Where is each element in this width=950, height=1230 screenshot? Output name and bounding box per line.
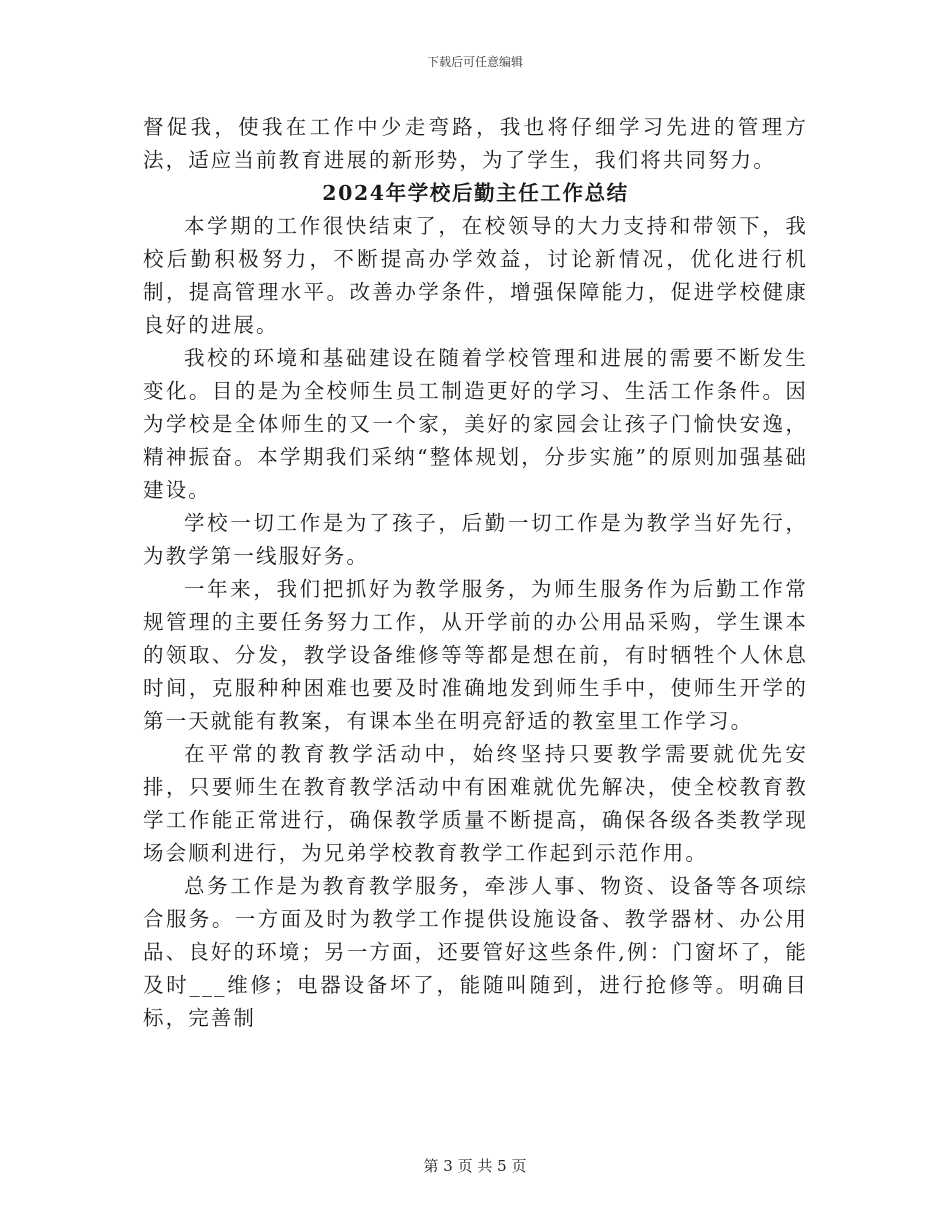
body-paragraph: 我校的环境和基础建设在随着学校管理和进展的需要不断发生变化。目的是为全校师生员工制造更好的学习、生活工作条件。因为学校是全体师生的又一个家，美好的家园会让孩子门愉快安逸，精神振奋。本学期我们采纳“整体规划，分步实施”的原则加强基础建设。	[143, 346, 808, 502]
body-paragraph: 学校一切工作是为了孩子，后勤一切工作是为教学当好先行，为教学第一线服好务。	[143, 511, 808, 568]
continuation-paragraph: 督促我，使我在工作中少走弯路，我也将仔细学习先进的管理方法，适应当前教育进展的新形势，为了学生，我们将共同努力。	[143, 115, 808, 172]
body-paragraph: 在平常的教育教学活动中，始终坚持只要教学需要就优先安排，只要师生在教育教学活动中有困难就优先解决，使全校教育教学工作能正常进行，确保教学质量不断提高，确保各级各类教学现场会顺利进行，为兄弟学校教育教学工作起到示范作用。	[143, 742, 808, 865]
page-header: 下载后可任意编辑	[426, 55, 523, 69]
page-number: 第 3 页 共 5 页	[423, 1157, 527, 1175]
document-body	[143, 111, 808, 1035]
body-paragraph: 本学期的工作很快结束了，在校领导的大力支持和带领下，我校后勤积极努力，不断提高办学效益，讨论新情况，优化进行机制，提高管理水平。改善办学条件，增强保障能力，促进学校健康良好的进展。	[143, 214, 808, 337]
document-title: 2024年学校后勤主任工作总结	[322, 181, 629, 205]
body-paragraph: 一年来，我们把抓好为教学服务，为师生服务作为后勤工作常规管理的主要任务努力工作，从开学前的办公用品采购，学生课本的领取、分发，教学设备维修等等都是想在前，有时牺牲个人休息时间，克服种种困难也要及时准确地发到师生手中，使师生开学的第一天就能有教案，有课本坐在明亮舒适的教室里工作学习。	[143, 577, 808, 733]
body-paragraph: 总务工作是为教育教学服务，牵涉人事、物资、设备等各项综合服务。一方面及时为教学工作提供设施设备、教学器材、办公用品、良好的环境；另一方面，还要管好这些条件,例：门窗坏了，能及时___维修；电器设备坏了，能随叫随到，进行抢修等。明确目标，完善制	[143, 874, 808, 1030]
